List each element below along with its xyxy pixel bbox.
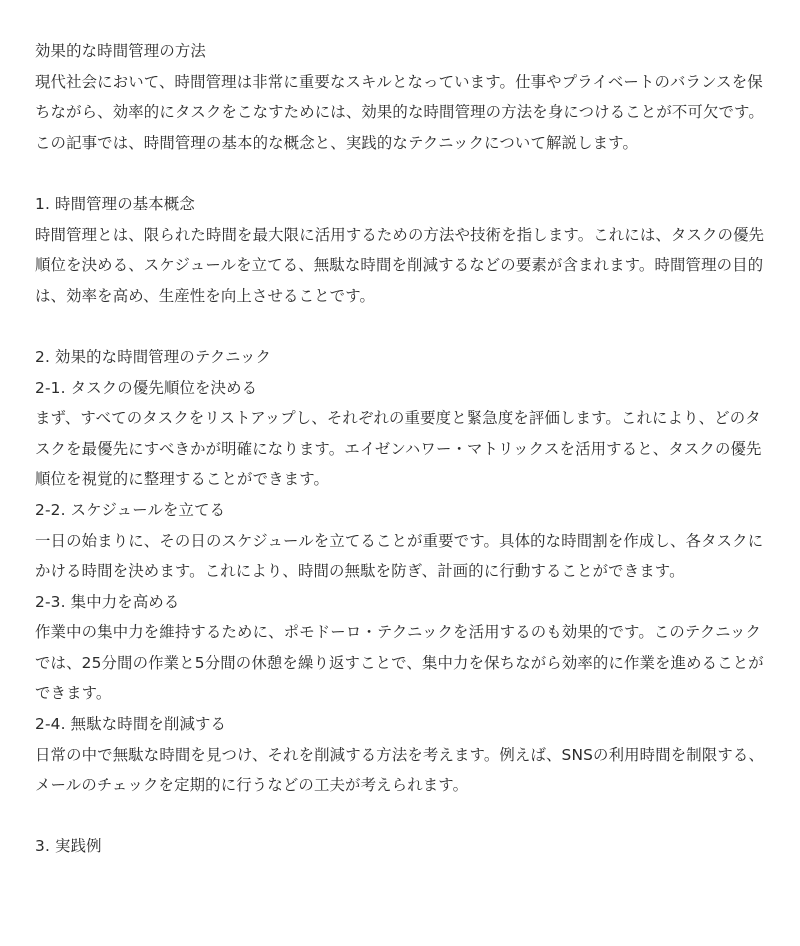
subsection-2-4-heading: 2-4. 無駄な時間を削減する	[35, 715, 227, 734]
section-2-heading: 2. 効果的な時間管理のテクニック	[35, 347, 272, 366]
section-3	[35, 831, 765, 862]
subsection-2-2-body: 一日の始まりに、その日のスケジュールを立てることが重要です。具体的な時間割を作成し、各タスクにかける時間を決めます。これにより、時間の無駄を防ぎ、計画的に行動することができます。	[35, 531, 764, 581]
subsection-2-3-body: 作業中の集中力を維持するために、ポモドーロ・テクニックを活用するのも効果的です。このテクニックでは、25分間の作業と5分間の休憩を繰り返すことで、集中力を保ちながら効率的に作業を進めることができます。	[35, 623, 764, 703]
subsection-2-2-heading: 2-2. スケジュールを立てる	[35, 500, 226, 519]
section-2	[35, 342, 765, 801]
intro-paragraph: 現代社会において、時間管理は非常に重要なスキルとなっています。仕事やプライベートのバランスを保ちながら、効率的にタスクをこなすためには、効果的な時間管理の方法を身につけることが不可欠です。この記事では、時間管理の基本的な概念と、実践的なテクニックについて解説します。	[35, 72, 764, 152]
document-title: 効果的な時間管理の方法	[35, 42, 206, 60]
section-3-heading: 3. 実践例	[35, 837, 102, 856]
document	[35, 36, 765, 862]
subsection-2-1-heading: 2-1. タスクの優先順位を決める	[35, 378, 258, 397]
subsection-2-3-heading: 2-3. 集中力を高める	[35, 592, 180, 611]
section-1-heading: 1. 時間管理の基本概念	[35, 194, 195, 213]
section-1	[35, 189, 765, 311]
section-1-body: 時間管理とは、限られた時間を最大限に活用するための方法や技術を指します。これには、タスクの優先順位を決める、スケジュールを立てる、無駄な時間を削減するなどの要素が含まれます。時間管理の目的は、効率を高め、生産性を向上させることです。	[35, 225, 765, 305]
subsection-2-1-body: まず、すべてのタスクをリストアップし、それぞれの重要度と緊急度を評価します。これにより、どのタスクを最優先にすべきかが明確になります。エイゼンハワー・マトリックスを活用すると、タスクの優先順位を視覚的に整理することができます。	[35, 409, 762, 489]
subsection-2-4-body: 日常の中で無駄な時間を見つけ、それを削減する方法を考えます。例えば、SNSの利用時間を制限する、メールのチェックを定期的に行うなどの工夫が考えられます。	[35, 745, 764, 795]
